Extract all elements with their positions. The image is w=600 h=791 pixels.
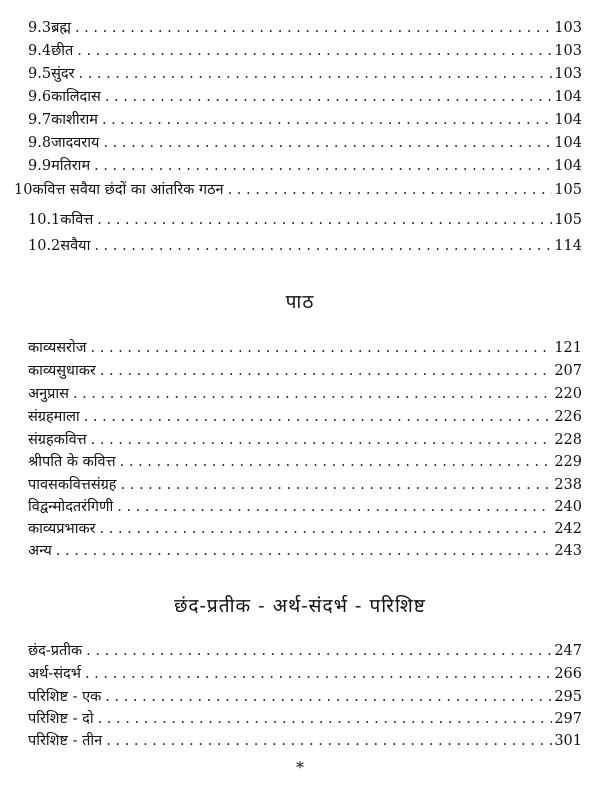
leader-dots xyxy=(117,497,552,517)
entry-title: कालिदास xyxy=(51,89,101,105)
entry-page: 220 xyxy=(554,386,582,402)
toc-entry xyxy=(28,407,582,427)
leader-dots xyxy=(105,687,552,707)
entry-page: 297 xyxy=(554,711,582,727)
toc-chapter-entry xyxy=(14,180,582,200)
entry-page: 105 xyxy=(554,212,582,228)
leader-dots xyxy=(75,18,552,38)
toc-entry xyxy=(28,731,582,751)
entry-number: 9.9 xyxy=(28,158,52,174)
end-mark: * xyxy=(296,758,304,777)
entry-page: 266 xyxy=(554,666,582,682)
leader-dots xyxy=(91,430,553,450)
entry-number: 9.5 xyxy=(28,66,52,82)
entry-title: संग्रहकवित्त xyxy=(28,432,87,448)
toc-entry xyxy=(28,641,582,661)
toc-entry xyxy=(28,236,582,256)
entry-number: 9.3 xyxy=(28,20,52,36)
leader-dots xyxy=(121,475,553,495)
toc-entry xyxy=(28,430,582,450)
entry-title: विद्वन्मोदतरंगिणी xyxy=(28,499,114,515)
leader-dots xyxy=(100,519,553,539)
entry-page: 228 xyxy=(554,432,582,448)
toc-entry xyxy=(28,709,582,729)
leader-dots xyxy=(73,384,552,404)
entry-page: 240 xyxy=(554,499,582,515)
leader-dots xyxy=(79,64,553,84)
leader-dots xyxy=(105,87,553,107)
entry-title: अनुप्रास xyxy=(28,386,69,402)
toc-entry xyxy=(28,497,582,517)
toc-entry xyxy=(28,687,582,707)
entry-page: 295 xyxy=(554,689,582,705)
entry-title: अर्थ-संदर्भ xyxy=(28,666,81,682)
section-heading-appendix: छंद-प्रतीक - अर्थ-संदर्भ - परिशिष्ट xyxy=(174,595,426,617)
entry-number: 10.2 xyxy=(28,238,61,254)
leader-dots xyxy=(91,338,553,358)
leader-dots xyxy=(97,210,552,230)
entry-title: छंद-प्रतीक xyxy=(28,643,83,659)
toc-entry xyxy=(28,210,582,230)
entry-page: 104 xyxy=(554,112,582,128)
entry-page: 105 xyxy=(554,182,582,198)
entry-page: 226 xyxy=(554,409,582,425)
entry-number: 9.7 xyxy=(28,112,52,128)
entry-page: 243 xyxy=(554,543,582,559)
leader-dots xyxy=(120,452,553,472)
entry-number: 10 xyxy=(14,182,33,198)
toc-entry xyxy=(28,64,582,84)
leader-dots xyxy=(56,541,553,561)
entry-page: 103 xyxy=(554,43,582,59)
entry-page: 104 xyxy=(554,89,582,105)
entry-page: 121 xyxy=(554,340,582,356)
entry-title: परिशिष्ट - तीन xyxy=(28,733,103,749)
toc-entry xyxy=(28,338,582,358)
entry-page: 103 xyxy=(554,66,582,82)
entry-title: सुंदर xyxy=(51,66,75,82)
leader-dots xyxy=(106,731,552,751)
toc-entry xyxy=(28,87,582,107)
entry-title: अन्य xyxy=(28,543,52,559)
entry-title: छीत xyxy=(51,43,74,59)
toc-entry xyxy=(28,110,582,130)
entry-page: 229 xyxy=(554,454,582,470)
entry-title: मतिराम xyxy=(51,158,91,174)
toc-entry xyxy=(28,452,582,472)
entry-title: कवित्त xyxy=(60,212,94,228)
entry-title: काव्यसरोज xyxy=(28,340,87,356)
leader-dots xyxy=(228,180,553,200)
entry-page: 103 xyxy=(554,20,582,36)
toc-entry xyxy=(28,519,582,539)
leader-dots xyxy=(94,236,552,256)
entry-page: 114 xyxy=(554,238,582,254)
section-heading-path: पाठ xyxy=(285,291,315,313)
toc-entry xyxy=(28,156,582,176)
entry-title: श्रीपति के कवित्त xyxy=(28,454,116,470)
leader-dots xyxy=(86,641,552,661)
entry-title: सवैया xyxy=(60,238,91,254)
entry-page: 247 xyxy=(554,643,582,659)
toc-entry xyxy=(28,541,582,561)
toc-entry xyxy=(28,18,582,38)
entry-page: 104 xyxy=(554,135,582,151)
entry-title: परिशिष्ट - दो xyxy=(28,711,94,727)
leader-dots xyxy=(102,110,552,130)
entry-page: 301 xyxy=(554,733,582,749)
toc-entry xyxy=(28,475,582,495)
entry-title: काव्यसुधाकर xyxy=(28,363,96,379)
entry-number: 9.8 xyxy=(28,135,52,151)
entry-page: 238 xyxy=(554,477,582,493)
entry-title: जादवराय xyxy=(51,135,100,151)
entry-number: 9.6 xyxy=(28,89,52,105)
toc-entry xyxy=(28,361,582,381)
entry-page: 104 xyxy=(554,158,582,174)
leader-dots xyxy=(77,41,552,61)
toc-entry xyxy=(28,384,582,404)
toc-entry xyxy=(28,133,582,153)
toc-entry xyxy=(28,41,582,61)
entry-title: कवित्त सवैया छंदों का आंतरिक गठन xyxy=(32,182,224,198)
entry-title: परिशिष्ट - एक xyxy=(28,689,102,705)
toc-entry xyxy=(28,664,582,684)
leader-dots xyxy=(98,709,553,729)
entry-title: काव्यप्रभाकर xyxy=(28,521,96,537)
entry-page: 207 xyxy=(554,363,582,379)
entry-title: ब्रह्म xyxy=(51,20,71,36)
leader-dots xyxy=(103,133,552,153)
entry-number: 10.1 xyxy=(28,212,61,228)
entry-title: पावसकवित्तसंग्रह xyxy=(28,477,117,493)
entry-page: 242 xyxy=(554,521,582,537)
entry-title: संग्रहमाला xyxy=(28,409,80,425)
leader-dots xyxy=(84,407,553,427)
leader-dots xyxy=(100,361,553,381)
leader-dots xyxy=(85,664,552,684)
entry-number: 9.4 xyxy=(28,43,52,59)
leader-dots xyxy=(94,156,552,176)
entry-title: काशीराम xyxy=(51,112,98,128)
